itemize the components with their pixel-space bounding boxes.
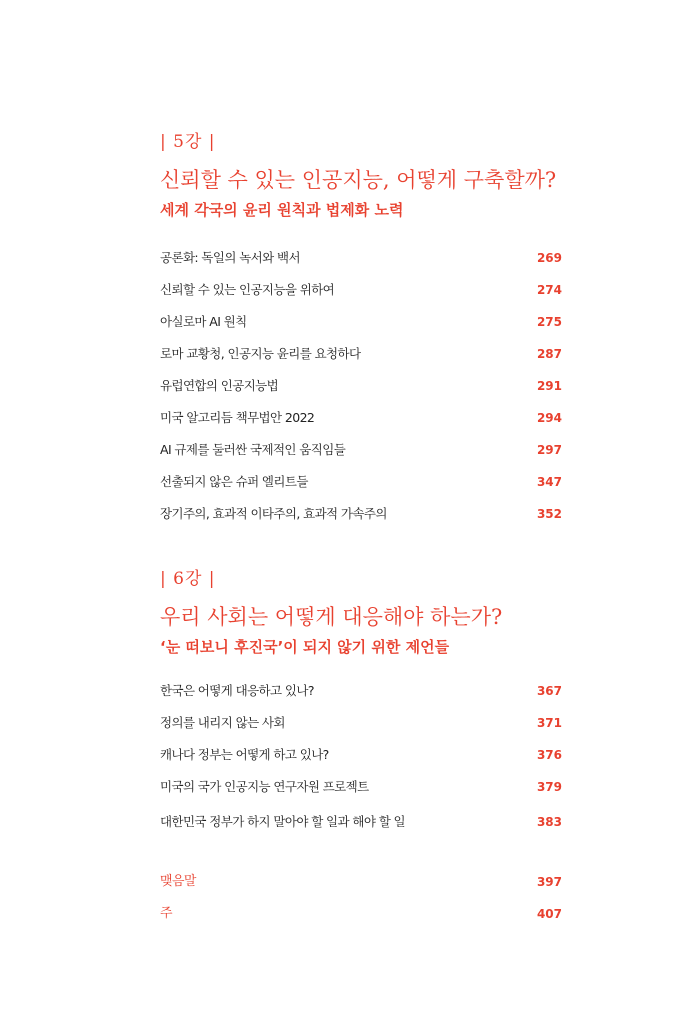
chapter-5-entries: [160, 248, 565, 536]
toc-entry-page: 383: [536, 815, 562, 829]
toc-entry-title: 대한민국 정부가 하지 말아야 할 일과 해야 할 일: [160, 814, 406, 829]
toc-entry[interactable]: [160, 713, 565, 745]
toc-entry[interactable]: [160, 681, 565, 713]
toc-entry[interactable]: [160, 440, 565, 472]
toc-entry[interactable]: [160, 777, 565, 812]
chapter-title: 우리 사회는 어떻게 대응해야 하는가?: [160, 605, 503, 629]
toc-entry-notes[interactable]: [160, 904, 565, 936]
toc-entry-page: 274: [536, 283, 562, 297]
toc-entry-title: 주: [160, 906, 172, 921]
chapter-label: | 6강 |: [160, 569, 216, 589]
toc-entry-title: 미국의 국가 인공지능 연구자원 프로젝트: [160, 779, 369, 794]
toc-entry-title: 공론화: 독일의 녹서와 백서: [160, 250, 300, 265]
chapter-5: [160, 130, 565, 521]
toc-entry-title: 유럽연합의 인공지능법: [160, 378, 279, 393]
chapter-title: 신뢰할 수 있는 인공지능, 어떻게 구축할까?: [160, 168, 557, 192]
chapter-6-entries: [160, 681, 565, 844]
toc-entry-page: 269: [536, 251, 562, 265]
chapter-6: [160, 567, 565, 829]
toc-entry-page: 287: [536, 347, 562, 361]
chapter-subtitle: 세계 각국의 윤리 원칙과 법제화 노력: [160, 201, 404, 219]
toc-entry-title: 캐나다 정부는 어떻게 하고 있나?: [160, 747, 329, 762]
toc-entry[interactable]: [160, 376, 565, 408]
toc-entry-title: 신뢰할 수 있는 인공지능을 위하여: [160, 282, 335, 297]
toc-entry-page: 297: [536, 443, 562, 457]
toc-entry-page: 294: [536, 411, 562, 425]
toc-entry-page: 379: [536, 780, 562, 794]
toc-entry-page: 347: [536, 475, 562, 489]
toc-entry-epilogue[interactable]: [160, 872, 565, 904]
toc-entry[interactable]: [160, 745, 565, 777]
endmatter: [160, 872, 565, 936]
toc-entry-title: 로마 교황청, 인공지능 윤리를 요청하다: [160, 346, 361, 361]
toc-entry-title: 정의를 내리지 않는 사회: [160, 715, 285, 730]
toc-entry[interactable]: [160, 408, 565, 440]
toc-entry-page: 367: [536, 684, 562, 698]
toc-entry-page: 376: [536, 748, 562, 762]
toc-entry[interactable]: [160, 504, 565, 536]
toc-entry-title: 장기주의, 효과적 이타주의, 효과적 가속주의: [160, 506, 387, 521]
toc-entry[interactable]: [160, 248, 565, 280]
toc-entry-title: 아실로마 AI 원칙: [160, 314, 247, 329]
toc-entry[interactable]: [160, 812, 565, 844]
toc-entry-title: 선출되지 않은 슈퍼 엘리트들: [160, 474, 308, 489]
toc-entry-page: 275: [536, 315, 562, 329]
toc-entry-title: 미국 알고리듬 책무법안 2022: [160, 410, 315, 425]
toc-entry-title: 맺음말: [160, 874, 196, 889]
toc-entry[interactable]: [160, 280, 565, 312]
toc-entry-page: 291: [536, 379, 562, 393]
toc-entry-title: AI 규제를 둘러싼 국제적인 움직임들: [160, 442, 346, 457]
toc-entry-page: 371: [536, 716, 562, 730]
chapter-label: | 5강 |: [160, 132, 216, 152]
toc-entry-page: 407: [536, 907, 562, 921]
toc-entry-page: 397: [536, 875, 562, 889]
chapter-subtitle: ‘눈 떠보니 후진국’이 되지 않기 위한 제언들: [160, 638, 450, 656]
toc-entry[interactable]: [160, 344, 565, 376]
toc-entry-page: 352: [536, 507, 562, 521]
toc-entry[interactable]: [160, 472, 565, 504]
toc-entry[interactable]: [160, 312, 565, 344]
toc-entry-title: 한국은 어떻게 대응하고 있나?: [160, 683, 314, 698]
